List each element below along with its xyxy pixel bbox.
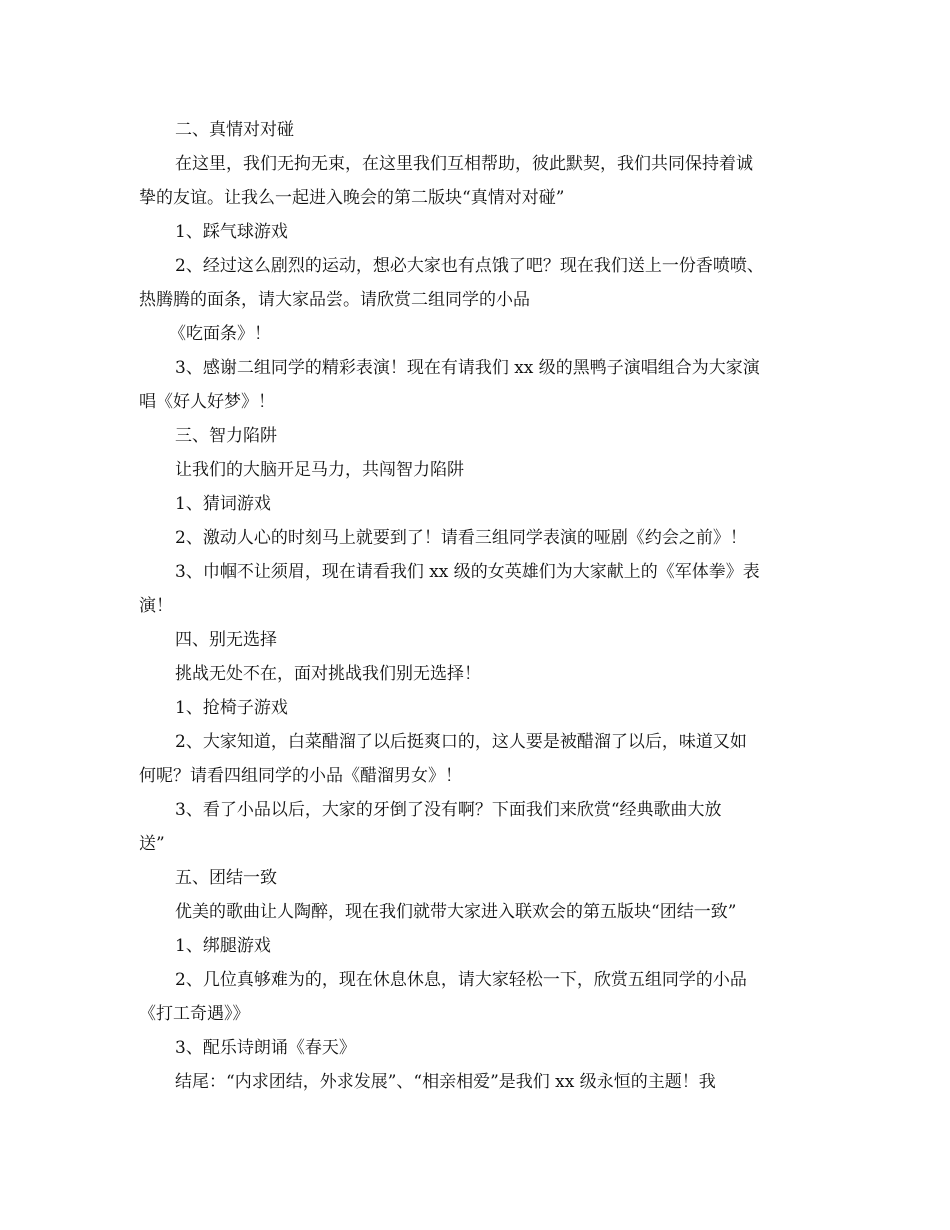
document-line: 挑战无处不在，面对挑战我们别无选择！	[175, 664, 481, 684]
document-line: 《打工奇遇》》	[139, 1004, 250, 1024]
document-line: 演！	[139, 596, 173, 616]
document-line: 优美的歌曲让人陶醉，现在我们就带大家进入联欢会的第五版块“团结一致”	[175, 902, 737, 922]
document-line: 1、绑腿游戏	[175, 936, 271, 956]
document-line: 3、感谢二组同学的精彩表演！现在有请我们 xx 级的黑鸭子演唱组合为大家演	[175, 358, 760, 378]
document-line: 送”	[139, 834, 165, 854]
document-line: 3、看了小品以后，大家的牙倒了没有啊？下面我们来欣赏“经典歌曲大放	[175, 800, 722, 820]
document-line: 2、经过这么剧烈的运动，想必大家也有点饿了吧？现在我们送上一份香喷喷、	[175, 256, 764, 276]
document-line: 3、巾帼不让须眉，现在请看我们 xx 级的女英雄们为大家献上的《军体拳》表	[175, 562, 760, 582]
document-line: 三、智力陷阱	[175, 426, 277, 446]
document-line: 二、真情对对碰	[175, 120, 294, 140]
document-line: 让我们的大脑开足马力，共闯智力陷阱	[175, 460, 464, 480]
document-line: 1、抢椅子游戏	[175, 698, 288, 718]
document-line: 结尾：“内求团结，外求发展”、“相亲相爱”是我们 xx 级永恒的主题！我	[175, 1072, 716, 1092]
document-line: 四、别无选择	[175, 630, 277, 650]
document-line: 3、配乐诗朗诵《春天》	[175, 1038, 356, 1058]
document-line: 1、猜词游戏	[175, 494, 271, 514]
document-line: 挚的友谊。让我么一起进入晚会的第二版块“真情对对碰”	[139, 188, 565, 208]
document-line: 在这里，我们无拘无束，在这里我们互相帮助，彼此默契，我们共同保持着诚	[175, 154, 753, 174]
document-line: 2、大家知道，白菜醋溜了以后挺爽口的，这人要是被醋溜了以后，味道又如	[175, 732, 747, 752]
document-line: 唱《好人好梦》！	[139, 392, 275, 412]
document-line: 五、团结一致	[175, 868, 277, 888]
document-line: 《吃面条》！	[169, 324, 271, 344]
document-line: 2、激动人心的时刻马上就要到了！请看三组同学表演的哑剧《约会之前》！	[175, 528, 747, 548]
document-body	[139, 113, 819, 1099]
document-line: 1、踩气球游戏	[175, 222, 288, 242]
document-line: 热腾腾的面条，请大家品尝。请欣赏二组同学的小品	[139, 290, 530, 310]
document-line: 何呢？请看四组同学的小品《醋溜男女》！	[139, 766, 462, 786]
document-line: 2、几位真够难为的，现在休息休息，请大家轻松一下，欣赏五组同学的小品	[175, 970, 747, 990]
